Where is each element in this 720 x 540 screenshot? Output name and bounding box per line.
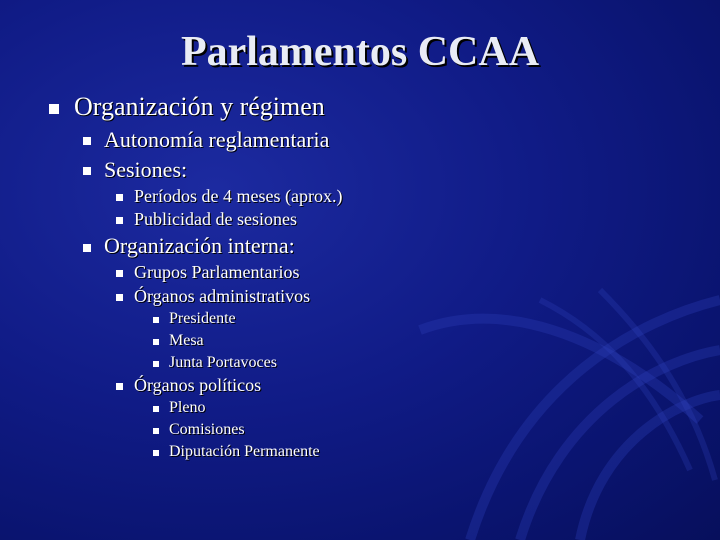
bullet-item-organos-politicos: Órganos políticos xyxy=(134,375,262,395)
bullet-item-pleno: Pleno xyxy=(169,399,206,416)
square-bullet-icon xyxy=(153,406,159,412)
bullet-item-organizacion-interna: Organización interna: xyxy=(104,233,295,258)
square-bullet-icon xyxy=(153,339,159,345)
bullet-item-autonomia: Autonomía reglamentaria xyxy=(104,127,330,152)
square-bullet-icon xyxy=(116,383,123,390)
bullet-item-sesiones: Sesiones: xyxy=(104,157,188,182)
bullet-item-grupos: Grupos Parlamentarios xyxy=(134,262,300,282)
bullet-item-organos-administrativos: Órganos administrativos xyxy=(134,286,311,306)
square-bullet-icon xyxy=(49,104,59,114)
square-bullet-icon xyxy=(116,270,123,277)
square-bullet-icon xyxy=(153,428,159,434)
square-bullet-icon xyxy=(116,217,123,224)
square-bullet-icon xyxy=(153,317,159,323)
square-bullet-icon xyxy=(153,450,159,456)
square-bullet-icon xyxy=(153,361,159,367)
slide-title: Parlamentos CCAA xyxy=(180,29,540,75)
bullet-item-organizacion-regimen: Organización y régimen xyxy=(74,92,325,121)
bullet-item-publicidad: Publicidad de sesiones xyxy=(134,209,297,229)
bullet-item-periodos: Períodos de 4 meses (aprox.) xyxy=(134,186,343,206)
square-bullet-icon xyxy=(83,244,91,252)
square-bullet-icon xyxy=(116,294,123,301)
square-bullet-icon xyxy=(83,167,91,175)
square-bullet-icon xyxy=(83,137,91,145)
bullet-item-junta-portavoces: Junta Portavoces xyxy=(169,354,277,371)
square-bullet-icon xyxy=(116,194,123,201)
bullet-item-mesa: Mesa xyxy=(169,332,204,349)
bullet-item-diputacion-permanente: Diputación Permanente xyxy=(169,443,320,460)
bullet-item-comisiones: Comisiones xyxy=(169,421,245,438)
bullet-item-presidente: Presidente xyxy=(169,310,236,327)
